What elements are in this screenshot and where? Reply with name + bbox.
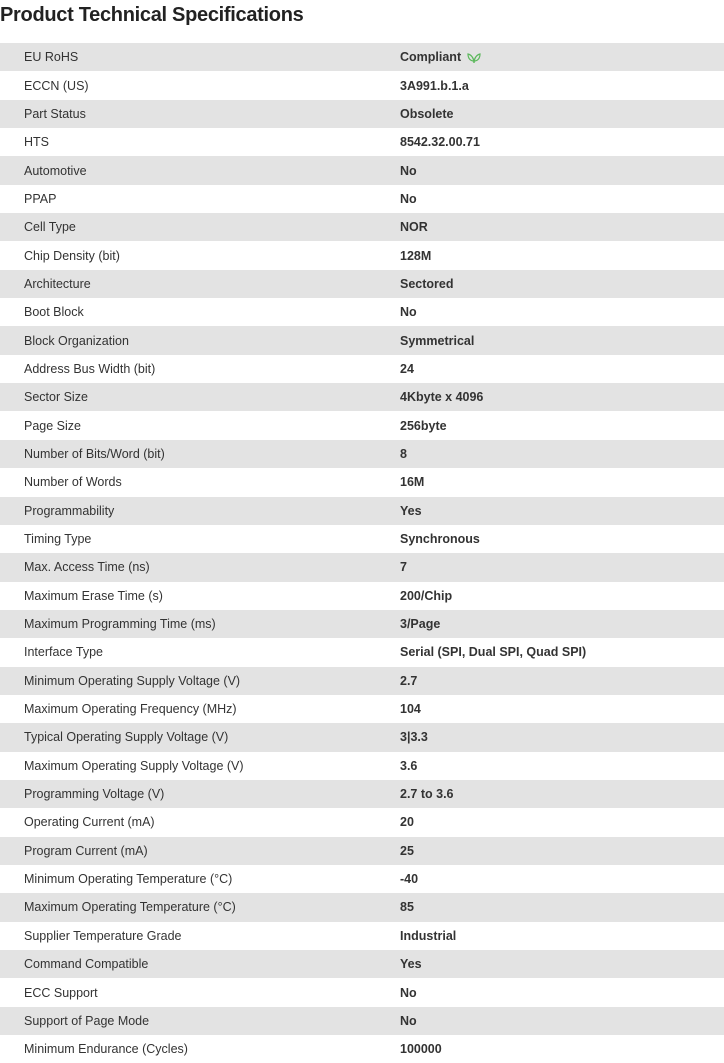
spec-value: 4Kbyte x 4096 [400,390,484,405]
spec-name: Programmability [24,503,115,518]
spec-value: 20 [400,815,414,830]
spec-value: Yes [400,503,422,518]
spec-name: Operating Current (mA) [24,815,155,830]
spec-row [0,780,724,808]
spec-name: ECCN (US) [24,78,89,93]
spec-name: Block Organization [24,333,129,348]
spec-value: Serial (SPI, Dual SPI, Quad SPI) [400,645,587,660]
spec-value-cell [400,1007,724,1035]
page-title: Product Technical Specifications [0,4,304,26]
spec-value-cell [400,780,724,808]
spec-value: 100000 [400,1042,442,1057]
spec-name: Maximum Operating Frequency (MHz) [24,702,237,717]
spec-value: Compliant [400,50,462,65]
spec-name: Number of Bits/Word (bit) [24,446,165,461]
spec-value-cell [400,837,724,865]
spec-row [0,43,724,71]
spec-name: HTS [24,135,49,150]
spec-row [0,71,724,99]
spec-value: Industrial [400,928,457,943]
spec-row [0,326,724,354]
spec-value-cell [400,808,724,836]
spec-value-cell [400,922,724,950]
spec-value-cell [400,440,724,468]
spec-value-cell [400,326,724,354]
spec-row [0,922,724,950]
spec-value-cell [400,553,724,581]
spec-value-cell [400,355,724,383]
spec-name: ECC Support [24,985,98,1000]
spec-row [0,100,724,128]
spec-value: NOR [400,220,428,235]
spec-row [0,355,724,383]
spec-row [0,582,724,610]
spec-row [0,723,724,751]
spec-name: Program Current (mA) [24,843,148,858]
spec-value: 8542.32.00.71 [400,135,480,150]
spec-row [0,893,724,921]
spec-row [0,213,724,241]
spec-value: No [400,305,417,320]
spec-value-cell [400,213,724,241]
spec-value: Obsolete [400,106,454,121]
spec-row [0,808,724,836]
spec-name: Automotive [24,163,87,178]
spec-value-cell [400,695,724,723]
spec-value-cell [400,638,724,666]
spec-row [0,411,724,439]
spec-value-cell [400,156,724,184]
spec-value: 256byte [400,418,447,433]
spec-row [0,525,724,553]
spec-value-cell [400,610,724,638]
spec-value: 25 [400,843,414,858]
spec-row [0,837,724,865]
spec-name: Chip Density (bit) [24,248,120,263]
spec-value: 8 [400,446,407,461]
spec-value-cell [400,752,724,780]
spec-value-cell [400,582,724,610]
spec-value-cell [400,298,724,326]
spec-value-cell [400,497,724,525]
spec-row [0,497,724,525]
spec-value: 16M [400,475,425,490]
spec-name: Maximum Erase Time (s) [24,588,163,603]
spec-value: 3.6 [400,758,418,773]
spec-row [0,865,724,893]
spec-name: Support of Page Mode [24,1013,150,1028]
spec-value: 3A991.b.1.a [400,78,469,93]
spec-value: No [400,163,417,178]
spec-value: 104 [400,702,421,717]
spec-value: 7 [400,560,407,575]
spec-value: No [400,1013,417,1028]
spec-row [0,468,724,496]
spec-name: Maximum Programming Time (ms) [24,617,216,632]
spec-name: Timing Type [24,532,92,547]
spec-value-cell [400,185,724,213]
spec-value-cell [400,865,724,893]
spec-value: No [400,985,417,1000]
spec-row [0,1007,724,1035]
spec-row [0,128,724,156]
spec-value-cell [400,893,724,921]
spec-value: 85 [400,900,414,915]
spec-row [0,156,724,184]
spec-row [0,1035,724,1063]
spec-name: Maximum Operating Temperature (°C) [24,900,236,915]
spec-value: Sectored [400,276,454,291]
spec-row [0,610,724,638]
spec-value: Yes [400,957,422,972]
spec-row [0,298,724,326]
spec-name: Minimum Endurance (Cycles) [24,1042,188,1057]
spec-name: Architecture [24,276,91,291]
spec-value-cell [400,411,724,439]
spec-table-body [0,43,724,1063]
spec-value: 2.7 to 3.6 [400,787,454,802]
spec-name: Maximum Operating Supply Voltage (V) [24,758,244,773]
spec-name: Minimum Operating Temperature (°C) [24,872,233,887]
spec-value-cell [400,270,724,298]
spec-table [0,43,724,1063]
spec-value-cell [400,1035,724,1063]
spec-name: Programming Voltage (V) [24,787,165,802]
spec-value-cell [400,950,724,978]
spec-value-cell [400,43,724,71]
spec-row [0,695,724,723]
spec-name: Boot Block [24,305,84,320]
spec-value-cell [400,723,724,751]
spec-value: 128M [400,248,432,263]
spec-row [0,638,724,666]
spec-name: Max. Access Time (ns) [24,560,150,575]
spec-value-cell [400,128,724,156]
spec-row [0,950,724,978]
spec-value-cell [400,71,724,99]
spec-name: Supplier Temperature Grade [24,928,182,943]
spec-name: EU RoHS [24,50,79,65]
spec-name: PPAP [24,191,57,206]
spec-value: Synchronous [400,532,480,547]
spec-value-cell [400,978,724,1006]
spec-name: Cell Type [24,220,76,235]
spec-name: Minimum Operating Supply Voltage (V) [24,673,241,688]
spec-value-cell [400,241,724,269]
spec-row [0,383,724,411]
spec-value-cell [400,667,724,695]
spec-value: 200/Chip [400,588,453,603]
spec-value: 3/Page [400,617,441,632]
spec-value: 24 [400,361,414,376]
spec-row [0,667,724,695]
spec-row [0,978,724,1006]
spec-name: Page Size [24,418,81,433]
spec-row [0,270,724,298]
spec-value-cell [400,100,724,128]
spec-name: Sector Size [24,390,88,405]
spec-name: Command Compatible [24,957,149,972]
spec-name: Part Status [24,106,86,121]
spec-value: No [400,191,417,206]
spec-value: -40 [400,872,419,887]
spec-value: 3|3.3 [400,730,428,745]
spec-value-cell [400,383,724,411]
spec-row [0,752,724,780]
spec-row [0,553,724,581]
spec-value: 2.7 [400,673,418,688]
spec-value-cell [400,525,724,553]
spec-name: Address Bus Width (bit) [24,361,156,376]
spec-value-cell [400,468,724,496]
spec-name: Number of Words [24,475,122,490]
spec-row [0,440,724,468]
spec-name: Interface Type [24,645,103,660]
spec-value: Symmetrical [400,333,475,348]
spec-name: Typical Operating Supply Voltage (V) [24,730,229,745]
spec-row [0,241,724,269]
spec-row [0,185,724,213]
leaf-icon [467,52,481,64]
